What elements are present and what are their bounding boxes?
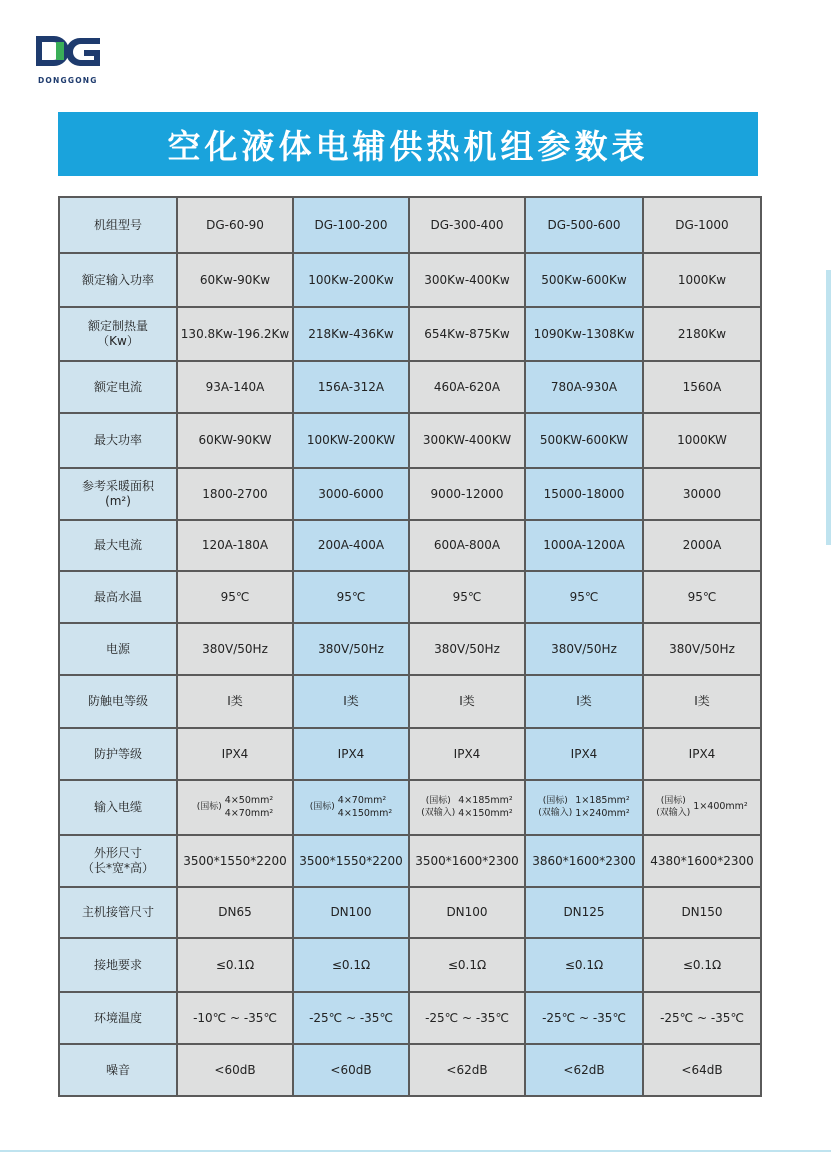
- table-row: [59, 361, 761, 413]
- cell-param-5: 9000-12000: [409, 468, 525, 520]
- cell-model: DG-1000: [643, 197, 761, 253]
- cell-spec-2: DN65: [177, 887, 293, 938]
- table-row: [59, 992, 761, 1044]
- cell-model: DG-100-200: [293, 197, 409, 253]
- row-label-param-10: 防护等级: [59, 728, 177, 780]
- table-row: [59, 728, 761, 780]
- cell-param-7: 95℃: [177, 571, 293, 623]
- cell-param-4: 500KW-600KW: [525, 413, 643, 468]
- cell-input-cable: [643, 780, 761, 835]
- cell-param-4: 1000KW: [643, 413, 761, 468]
- row-label-param-6: 最大电流: [59, 520, 177, 571]
- cell-param-8: 380V/50Hz: [525, 623, 643, 675]
- cell-param-3: 156A-312A: [293, 361, 409, 413]
- row-label-param-4: 最大功率: [59, 413, 177, 468]
- cell-param-5: 15000-18000: [525, 468, 643, 520]
- cell-param-7: 95℃: [643, 571, 761, 623]
- table-row: [59, 413, 761, 468]
- cable-spec: 4×70mm² 4×150mm²: [337, 794, 393, 819]
- cell-param-8: 380V/50Hz: [177, 623, 293, 675]
- table-row: [59, 307, 761, 361]
- row-label-param-1: 额定输入功率: [59, 253, 177, 307]
- cell-param-3: 1560A: [643, 361, 761, 413]
- table-row: [59, 835, 761, 887]
- dg-logo-icon: [36, 32, 102, 70]
- table-row: [59, 675, 761, 728]
- table-row: [59, 780, 761, 835]
- cell-input-cable: [177, 780, 293, 835]
- cell-spec-5: <60dB: [293, 1044, 409, 1096]
- cell-spec-5: <62dB: [525, 1044, 643, 1096]
- table-row: [59, 623, 761, 675]
- cell-param-1: 500Kw-600Kw: [525, 253, 643, 307]
- cell-param-2: 2180Kw: [643, 307, 761, 361]
- cell-param-10: IPX4: [525, 728, 643, 780]
- cable-spec: 1×400mm²: [693, 801, 748, 813]
- table-row: [59, 520, 761, 571]
- cell-param-6: 200A-400A: [293, 520, 409, 571]
- cell-spec-2: DN150: [643, 887, 761, 938]
- parameter-table: [58, 196, 762, 1097]
- cell-spec-1: 3860*1600*2300: [525, 835, 643, 887]
- cell-param-8: 380V/50Hz: [643, 623, 761, 675]
- cell-spec-3: ≤0.1Ω: [643, 938, 761, 992]
- row-label-model: 机组型号: [59, 197, 177, 253]
- cell-param-5: 30000: [643, 468, 761, 520]
- cell-spec-1: 3500*1550*2200: [177, 835, 293, 887]
- cable-standard-label: (国标) (双输入): [421, 795, 456, 818]
- cell-param-3: 780A-930A: [525, 361, 643, 413]
- cable-spec: 4×185mm² 4×150mm²: [458, 794, 513, 819]
- cable-standard-label: (国标): [196, 801, 222, 812]
- cell-spec-2: DN100: [409, 887, 525, 938]
- row-label-input-cable: 输入电缆: [59, 780, 177, 835]
- cell-param-10: IPX4: [177, 728, 293, 780]
- cell-spec-3: ≤0.1Ω: [293, 938, 409, 992]
- company-logo: [36, 32, 116, 92]
- cell-param-4: 100KW-200KW: [293, 413, 409, 468]
- parameter-table-body: [59, 197, 761, 1096]
- cell-param-8: 380V/50Hz: [293, 623, 409, 675]
- cell-param-10: IPX4: [643, 728, 761, 780]
- cell-param-7: 95℃: [409, 571, 525, 623]
- cell-spec-4: -25℃ ~ -35℃: [525, 992, 643, 1044]
- cell-spec-3: ≤0.1Ω: [177, 938, 293, 992]
- cell-param-1: 1000Kw: [643, 253, 761, 307]
- table-row: [59, 938, 761, 992]
- cable-spec: 1×185mm² 1×240mm²: [575, 794, 630, 819]
- cell-spec-1: 3500*1600*2300: [409, 835, 525, 887]
- row-label-spec-4: 环境温度: [59, 992, 177, 1044]
- cell-param-6: 2000A: [643, 520, 761, 571]
- cell-input-cable: [293, 780, 409, 835]
- cell-param-3: 460A-620A: [409, 361, 525, 413]
- cell-spec-5: <62dB: [409, 1044, 525, 1096]
- cell-param-3: 93A-140A: [177, 361, 293, 413]
- cell-param-9: Ⅰ类: [177, 675, 293, 728]
- table-row: [59, 571, 761, 623]
- cell-param-2: 654Kw-875Kw: [409, 307, 525, 361]
- cell-param-10: IPX4: [293, 728, 409, 780]
- edge-strip: [826, 270, 831, 545]
- cell-spec-1: 4380*1600*2300: [643, 835, 761, 887]
- cell-param-7: 95℃: [293, 571, 409, 623]
- page-title: 空化液体电辅供热机组参数表: [167, 126, 649, 166]
- cell-param-9: Ⅰ类: [643, 675, 761, 728]
- cell-param-7: 95℃: [525, 571, 643, 623]
- cell-spec-4: -10℃ ~ -35℃: [177, 992, 293, 1044]
- cell-spec-2: DN100: [293, 887, 409, 938]
- table-row: [59, 253, 761, 307]
- bottom-rule: [0, 1150, 831, 1152]
- cell-spec-3: ≤0.1Ω: [409, 938, 525, 992]
- cell-param-5: 3000-6000: [293, 468, 409, 520]
- row-label-spec-1: 外形尺寸 （长*宽*高）: [59, 835, 177, 887]
- cell-spec-4: -25℃ ~ -35℃: [643, 992, 761, 1044]
- cell-param-1: 60Kw-90Kw: [177, 253, 293, 307]
- cell-spec-4: -25℃ ~ -35℃: [293, 992, 409, 1044]
- row-label-spec-2: 主机接管尺寸: [59, 887, 177, 938]
- cell-param-2: 218Kw-436Kw: [293, 307, 409, 361]
- cell-param-10: IPX4: [409, 728, 525, 780]
- cell-input-cable: [409, 780, 525, 835]
- table-row: [59, 1044, 761, 1096]
- cell-param-2: 130.8Kw-196.2Kw: [177, 307, 293, 361]
- cell-model: DG-500-600: [525, 197, 643, 253]
- cell-param-6: 1000A-1200A: [525, 520, 643, 571]
- cable-standard-label: (国标) (双输入): [538, 795, 573, 818]
- cell-spec-2: DN125: [525, 887, 643, 938]
- row-label-param-7: 最高水温: [59, 571, 177, 623]
- cable-spec: 4×50mm² 4×70mm²: [224, 794, 274, 819]
- cell-spec-4: -25℃ ~ -35℃: [409, 992, 525, 1044]
- cell-model: DG-60-90: [177, 197, 293, 253]
- table-row: [59, 887, 761, 938]
- cell-param-5: 1800-2700: [177, 468, 293, 520]
- row-label-param-8: 电源: [59, 623, 177, 675]
- cell-param-4: 300KW-400KW: [409, 413, 525, 468]
- logo-wordmark: DONGGONG: [38, 76, 98, 85]
- row-label-param-5: 参考采暖面积 (m²): [59, 468, 177, 520]
- row-label-param-2: 额定制热量 （Kw）: [59, 307, 177, 361]
- cell-param-6: 120A-180A: [177, 520, 293, 571]
- cell-param-6: 600A-800A: [409, 520, 525, 571]
- row-label-param-9: 防触电等级: [59, 675, 177, 728]
- title-banner: [58, 112, 758, 176]
- cable-standard-label: (国标) (双输入): [656, 795, 691, 818]
- table-row: [59, 197, 761, 253]
- row-label-spec-3: 接地要求: [59, 938, 177, 992]
- cell-param-9: Ⅰ类: [525, 675, 643, 728]
- cable-standard-label: (国标): [309, 801, 335, 812]
- row-label-spec-5: 噪音: [59, 1044, 177, 1096]
- cell-param-4: 60KW-90KW: [177, 413, 293, 468]
- cell-param-1: 100Kw-200Kw: [293, 253, 409, 307]
- table-row: [59, 468, 761, 520]
- cell-param-8: 380V/50Hz: [409, 623, 525, 675]
- cell-param-1: 300Kw-400Kw: [409, 253, 525, 307]
- cell-spec-3: ≤0.1Ω: [525, 938, 643, 992]
- cell-spec-5: <64dB: [643, 1044, 761, 1096]
- cell-spec-1: 3500*1550*2200: [293, 835, 409, 887]
- cell-spec-5: <60dB: [177, 1044, 293, 1096]
- row-label-param-3: 额定电流: [59, 361, 177, 413]
- cell-param-2: 1090Kw-1308Kw: [525, 307, 643, 361]
- cell-param-9: Ⅰ类: [293, 675, 409, 728]
- cell-model: DG-300-400: [409, 197, 525, 253]
- cell-input-cable: [525, 780, 643, 835]
- cell-param-9: Ⅰ类: [409, 675, 525, 728]
